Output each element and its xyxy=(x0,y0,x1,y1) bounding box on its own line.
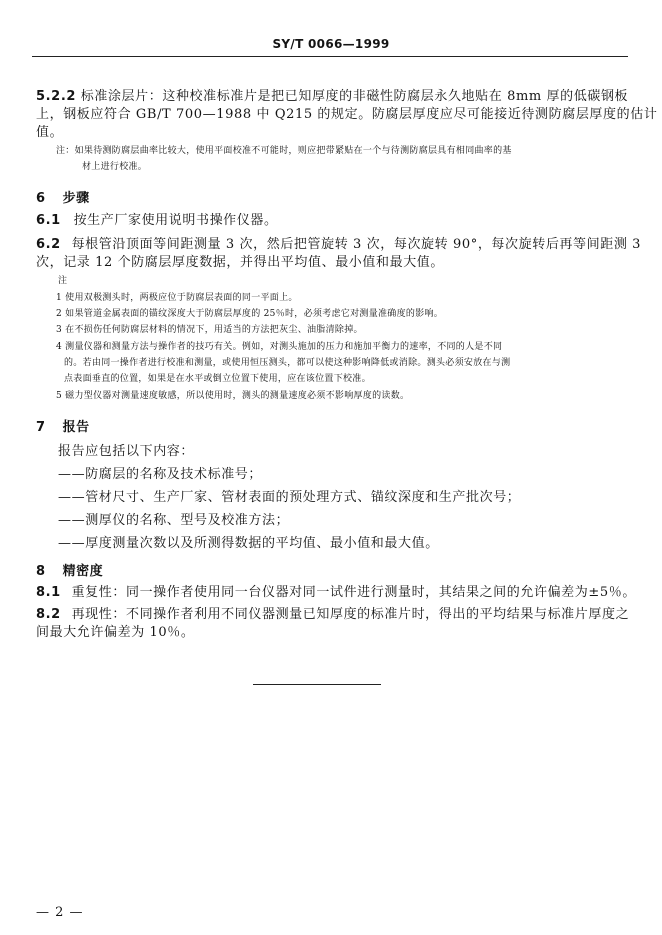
clause-8-2-line1 xyxy=(36,606,629,623)
section-8-heading xyxy=(36,560,103,579)
clause-6-2-line2: 次，记录 12 个防腐层厚度数据，并得出平均值、最小值和最大值。 xyxy=(36,255,445,270)
section-title: 步骤 xyxy=(62,191,90,206)
section-6-heading xyxy=(36,187,90,206)
note-item-continued: 的。若由同一操作者进行校准和测量，或使用恒压测头，都可以使这种影响降低或消除。测头必须安放在与测 xyxy=(64,358,511,368)
note-item: 5 磁力型仪器对测量速度敏感，所以使用时，测头的测量速度必须不影响厚度的读数。 xyxy=(56,391,410,401)
clause-8-2-line2: 间最大允许偏差为 10％。 xyxy=(36,625,195,640)
clause-text: 标准涂层片：这种校准标准片是把已知厚度的非磁性防腐层永久地贴在 8mm 厚的低碳钢板 xyxy=(80,89,629,104)
clause-5-2-2-note-line1: 注：如果待测防腐层曲率比较大，使用平面校准不可能时，则应把带紧贴在一个与待测防腐层具有相同曲率的基 xyxy=(56,146,512,156)
section-number: 7 xyxy=(36,420,46,435)
clause-number: 5.2.2 xyxy=(36,89,77,104)
note-item: 4 测量仪器和测量方法与操作者的技巧有关。例如，对测头施加的压力和施加平衡力的速率，不同的人是不同 xyxy=(56,342,503,352)
header-rule xyxy=(32,56,628,57)
note-item-continued: 点表面垂直的位置，如果是在水平或倒立位置下使用，应在该位置下校准。 xyxy=(64,374,371,384)
clause-6-2-line1 xyxy=(36,236,641,253)
clause-text: 每根管沿顶面等间距测量 3 次，然后把管旋转 3 次，每次旋转 90°，每次旋转后再等间距测 3 xyxy=(71,237,642,252)
clause-number: 8.2 xyxy=(36,607,61,622)
clause-5-2-2-line1 xyxy=(36,88,628,105)
clause-number: 6.1 xyxy=(36,213,61,228)
note-item: 3 在不损伤任何防腐层材料的情况下，用适当的方法把灰尘、油脂清除掉。 xyxy=(56,325,363,335)
note-item: 2 如果管道金属表面的锚纹深度大于防腐层厚度的 25％时，必须考虑它对测量准确度的影响。 xyxy=(56,309,444,319)
section-title: 报告 xyxy=(62,420,90,435)
section-number: 8 xyxy=(36,564,46,579)
report-intro: 报告应包括以下内容： xyxy=(58,444,195,459)
note-item: 1 使用双极测头时，两极应位于防腐层表面的同一平面上。 xyxy=(56,293,298,303)
section-7-heading xyxy=(36,416,90,435)
end-of-text-rule xyxy=(253,684,381,685)
clause-number: 6.2 xyxy=(36,237,61,252)
notes-label: 注 xyxy=(58,276,68,286)
clause-6-1 xyxy=(36,212,278,229)
clause-5-2-2-note-line2: 材上进行校准。 xyxy=(82,162,148,172)
clause-number: 8.1 xyxy=(36,585,61,600)
page-number: — 2 — xyxy=(36,905,84,920)
clause-text: 重复性：同一操作者使用同一台仪器对同一试件进行测量时，其结果之间的允许偏差为±5％。 xyxy=(71,585,636,600)
section-number: 6 xyxy=(36,191,46,206)
clause-5-2-2-line3: 值。 xyxy=(36,125,64,140)
clause-5-2-2-line2: 上，钢板应符合 GB/T 700—1988 中 Q215 的规定。防腐层厚度应尽可能接近待测防腐层厚度的估计 xyxy=(36,107,658,122)
report-item: ——管材尺寸、生产厂家、管材表面的预处理方式、锚纹深度和生产批次号； xyxy=(58,490,521,505)
clause-text: 按生产厂家使用说明书操作仪器。 xyxy=(73,213,278,228)
standard-code-header: SY/T 0066—1999 xyxy=(272,37,390,51)
report-item: ——厚度测量次数以及所测得数据的平均值、最小值和最大值。 xyxy=(58,536,439,551)
clause-8-1 xyxy=(36,584,636,601)
section-title: 精密度 xyxy=(62,564,104,579)
report-item: ——测厚仪的名称、型号及校准方法； xyxy=(58,513,290,528)
report-item: ——防腐层的名称及技术标准号； xyxy=(58,467,263,482)
clause-text: 再现性：不同操作者利用不同仪器测量已知厚度的标准片时，得出的平均结果与标准片厚度之 xyxy=(71,607,630,622)
